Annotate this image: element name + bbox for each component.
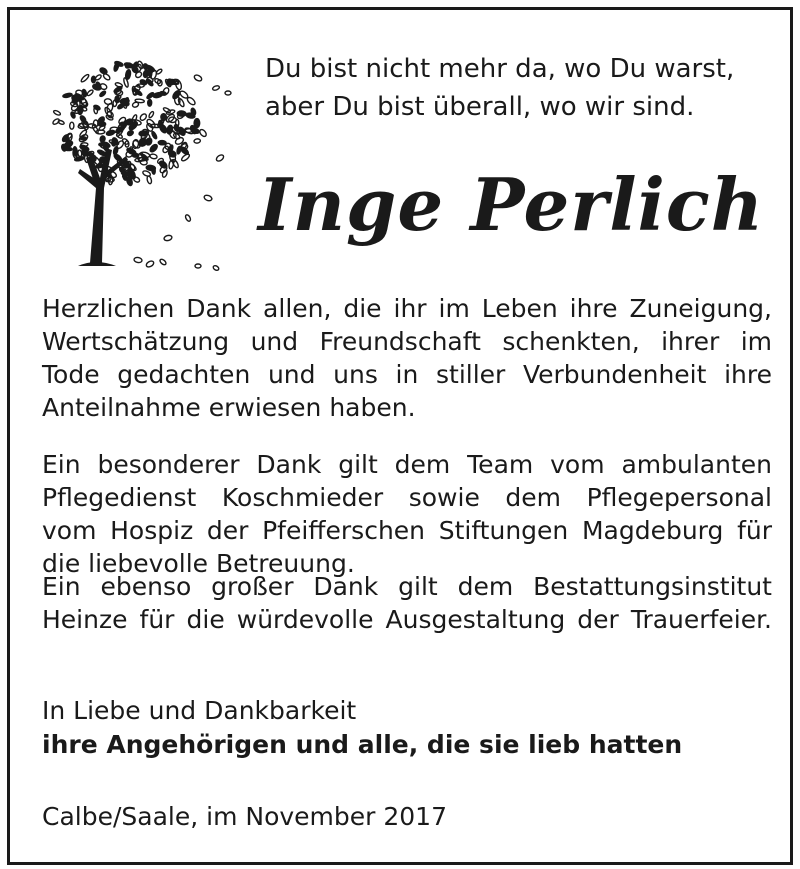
paragraph-line: vom Hospiz der Pfeifferschen Stiftungen Magdeburg für <box>42 516 772 545</box>
closing-line-1: In Liebe und Dankbarkeit <box>42 696 357 725</box>
tree-with-falling-leaves-icon <box>38 38 238 278</box>
closing <box>42 694 682 762</box>
paragraph-line: Herzlichen Dank allen, die ihr im Leben ihre Zuneigung, <box>42 294 772 323</box>
paragraph-line: Anteilnahme erwiesen haben. <box>42 393 416 422</box>
paragraph-line: Wertschätzung und Freundschaft schenkten, ihrer im <box>42 327 772 356</box>
paragraph-line: Pflegedienst Koschmieder sowie dem Pflegepersonal <box>42 483 772 512</box>
special-thanks-paragraph <box>42 448 772 580</box>
place-date: Calbe/Saale, im November 2017 <box>42 802 447 831</box>
paragraph-line: Heinze für die würdevolle Ausgestaltung der Trauerfeier. <box>42 605 772 634</box>
paragraph-line: Ein besonderer Dank gilt dem Team vom ambulanten <box>42 450 772 479</box>
quote-line-1: Du bist nicht mehr da, wo Du warst, <box>265 54 735 84</box>
thanks-paragraph <box>42 292 772 424</box>
funeral-thanks-paragraph <box>42 570 772 636</box>
deceased-name: Inge Perlich <box>258 162 765 247</box>
closing-line-2: ihre Angehörigen und alle, die sie lieb hatten <box>42 730 683 759</box>
quote <box>265 50 734 126</box>
paragraph-line: die liebevolle Betreuung. <box>42 549 355 578</box>
paragraph-line: Tode gedachten und uns in stiller Verbundenheit ihre <box>42 360 772 389</box>
quote-line-2: aber Du bist überall, wo wir sind. <box>265 92 695 122</box>
paragraph-line: Ein ebenso großer Dank gilt dem Bestattungsinstitut <box>42 572 772 601</box>
obituary-card <box>7 7 793 865</box>
